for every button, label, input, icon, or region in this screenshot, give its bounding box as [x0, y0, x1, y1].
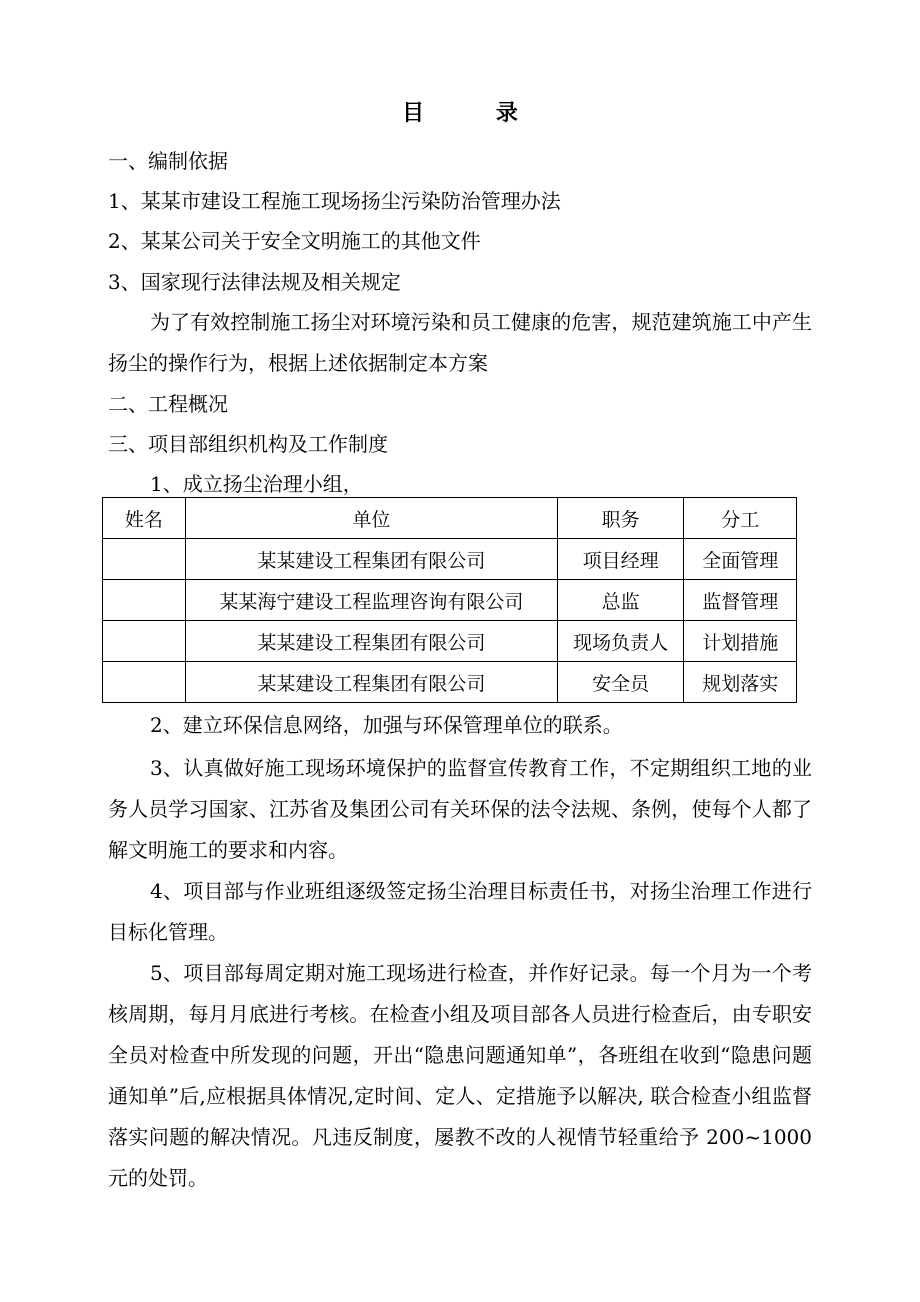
table-header-row — [103, 498, 797, 539]
org-item-1: 1、成立扬尘治理小组， — [150, 472, 363, 496]
header-name: 姓名 — [103, 498, 186, 539]
title-char-left: 目 — [402, 100, 425, 126]
org-item-4: 4、项目部与作业班组逐级签定扬尘治理目标责任书，对扬尘治理工作进行目标化管理。 — [108, 879, 812, 944]
cell-name — [103, 580, 186, 621]
org-item-2: 2、建立环保信息网络，加强与环保管理单位的联系。 — [150, 713, 623, 737]
table-row — [103, 580, 797, 621]
cell-position: 现场负责人 — [557, 621, 683, 662]
section-heading-overview: 二、工程概况 — [108, 392, 228, 416]
cell-position: 总监 — [557, 580, 683, 621]
purpose-paragraph: 为了有效控制施工扬尘对环境污染和员工健康的危害，规范建筑施工中产生扬尘的操作行为，根据上述依据制定本方案 — [108, 310, 812, 375]
cell-unit: 某某海宁建设工程监理咨询有限公司 — [185, 580, 557, 621]
cell-duty: 规划落实 — [684, 662, 797, 703]
table-row — [103, 539, 797, 580]
cell-duty: 计划措施 — [684, 621, 797, 662]
org-item-3: 3、认真做好施工现场环境保护的监督宣传教育工作，不定期组织工地的业务人员学习国家、江苏省及集团公司有关环保的法令法规、条例，使每个人都了解文明施工的要求和内容。 — [108, 756, 812, 862]
cell-unit: 某某建设工程集团有限公司 — [185, 539, 557, 580]
table-row — [103, 621, 797, 662]
dust-control-group-table — [102, 497, 797, 703]
section-heading-basis: 一、编制依据 — [108, 149, 228, 173]
table-row — [103, 662, 797, 703]
cell-unit: 某某建设工程集团有限公司 — [185, 621, 557, 662]
header-duty: 分工 — [684, 498, 797, 539]
basis-item-3: 3、国家现行法律法规及相关规定 — [108, 270, 401, 294]
cell-unit: 某某建设工程集团有限公司 — [185, 662, 557, 703]
title-char-right: 录 — [495, 100, 518, 126]
basis-item-1: 1、某某市建设工程施工现场扬尘污染防治管理办法 — [108, 189, 561, 213]
page-title — [0, 96, 920, 127]
cell-position: 项目经理 — [557, 539, 683, 580]
org-item-5: 5、项目部每周定期对施工现场进行检查，并作好记录。每一个月为一个考核周期，每月月底进行考核。在检查小组及项目部各人员进行检查后，由专职安全员对检查中所发现的问题，开出“隐患问题通知单”，各班组在收到“隐患问题通知单”后,应根据具体情况,定时间、定人、定措施予以解决, 联合检查小组监督落实问题的解决情况。凡违反制度，屡教不改的人视情节轻重给予 200~1000 元的处罚。 — [108, 961, 812, 1190]
cell-duty: 监督管理 — [684, 580, 797, 621]
cell-name — [103, 539, 186, 580]
header-unit: 单位 — [185, 498, 557, 539]
header-position: 职务 — [557, 498, 683, 539]
cell-position: 安全员 — [557, 662, 683, 703]
cell-name — [103, 621, 186, 662]
section-heading-organization: 三、项目部组织机构及工作制度 — [108, 432, 388, 456]
cell-name — [103, 662, 186, 703]
basis-item-2: 2、某某公司关于安全文明施工的其他文件 — [108, 229, 481, 253]
cell-duty: 全面管理 — [684, 539, 797, 580]
